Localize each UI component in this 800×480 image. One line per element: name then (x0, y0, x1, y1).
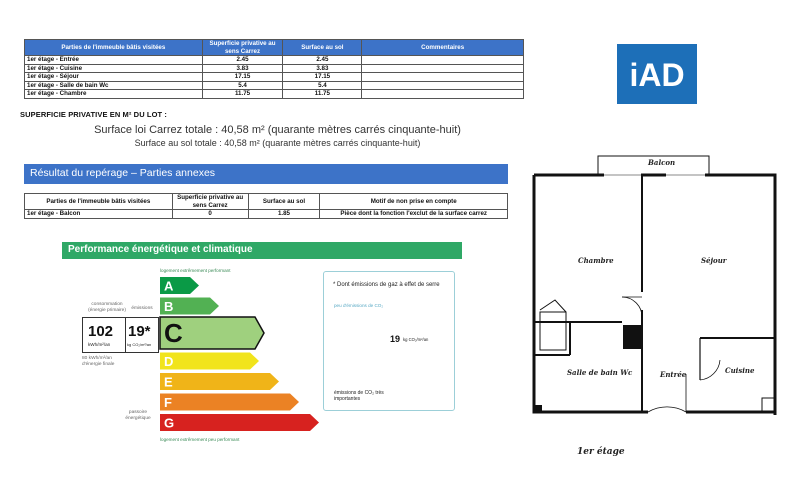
cell-motif: Pièce dont la fonction l'exclut de la surface carrez (320, 210, 508, 219)
carrez-total: Surface loi Carrez totale : 40,58 m² (quarante mètres carrés cinquante-huit) (94, 124, 461, 136)
label-floor: 1er étage (577, 447, 625, 457)
cell-sol: 3.83 (283, 64, 362, 73)
cell-room: 1er étage - Cuisine (25, 64, 203, 73)
cell-sol: 17.15 (283, 73, 362, 82)
col-header-parties: Parties de l'immeuble bâtis visitées (25, 194, 173, 210)
energy-class-g-label: G (164, 415, 175, 431)
col-header-commentaires: Commentaires (362, 40, 524, 56)
cell-room: 1er étage - Séjour (25, 73, 203, 82)
final-energy-note: 80 kWh/m²/an d'énergie finale (82, 356, 115, 367)
cell-sol: 5.4 (283, 81, 362, 90)
col-header-carrez: Superficie privative au sens Carrez (202, 40, 283, 56)
cell-carrez: 3.83 (202, 64, 283, 73)
cell-room: 1er étage - Chambre (25, 90, 203, 99)
sol-total: Surface au sol totale : 40,58 m² (quarante mètres carrés cinquante-huit) (134, 138, 421, 148)
ges-note: * Dont émissions de gaz à effet de serre (333, 282, 440, 288)
ges-value: 19 (390, 334, 401, 344)
cell-sol: 2.45 (283, 56, 362, 65)
label-sejour: Séjour (701, 256, 727, 265)
cell-sol: 1.85 (248, 210, 320, 219)
energy-class-e-label: E (164, 374, 173, 390)
cell-carrez: 2.45 (202, 56, 283, 65)
cell-room: 1er étage - Entrée (25, 56, 203, 65)
ges-top-note: peu d'émissions de CO₂ (334, 303, 384, 308)
bottom-performance-note: logement extrêmement peu performant (160, 437, 240, 442)
cell-room: 1er étage - Balcon (25, 210, 173, 219)
cell-carrez: 17.15 (202, 73, 283, 82)
consumption-label: consommation (énergie primaire) (88, 302, 126, 313)
label-sdb: Salle de bain Wc (567, 368, 633, 377)
label-cuisine: Cuisine (725, 366, 755, 375)
col-header-sol: Surface au sol (248, 194, 320, 210)
col-header-parties: Parties de l'immeuble bâtis visitées (25, 40, 203, 56)
duct-block (623, 325, 642, 349)
cell-carrez: 5.4 (202, 81, 283, 90)
lot-heading: SUPERFICIE PRIVATIVE EN M² DU LOT : (20, 110, 167, 119)
energy-title-bar: Performance énergétique et climatique (62, 242, 462, 259)
cell-sol: 11.75 (283, 90, 362, 99)
emissions-label: émissions (131, 306, 153, 311)
cell-carrez: 11.75 (202, 90, 283, 99)
cell-room: 1er étage - Salle de bain Wc (25, 81, 203, 90)
label-entree: Entrée (660, 370, 687, 379)
ges-unit: kg CO₂/m²/an (403, 337, 429, 342)
label-chambre: Chambre (578, 256, 614, 265)
col-header-motif: Motif de non prise en compte (320, 194, 508, 210)
energy-class-a-label: A (164, 278, 174, 294)
label-balcon: Balcon (648, 158, 676, 167)
consumption-value: 102 (88, 323, 114, 340)
energy-class-b-label: B (164, 299, 174, 314)
passoire-note: passoire énergétique (125, 410, 151, 421)
consumption-unit: kWh/m²/an (88, 342, 111, 347)
logo-text: iAD (629, 57, 685, 93)
cell-carrez: 0 (172, 210, 248, 219)
col-header-carrez: Superficie privative au sens Carrez (172, 194, 248, 210)
energy-class-d-label: D (164, 354, 174, 369)
outer-wall-top-right (534, 175, 775, 415)
top-performance-note: logement extrêmement performant (160, 268, 231, 273)
energy-class-f-label: F (164, 395, 172, 410)
energy-class-c-label: C (164, 318, 183, 348)
emissions-unit: kg CO₂/m²/an (127, 342, 152, 347)
emissions-value: 19* (128, 323, 151, 340)
annex-title-bar: Résultat du repérage – Parties annexes (24, 164, 508, 184)
col-header-sol: Surface au sol (283, 40, 362, 56)
ges-bottom-note: émissions de CO₂ très importantes (334, 390, 384, 402)
